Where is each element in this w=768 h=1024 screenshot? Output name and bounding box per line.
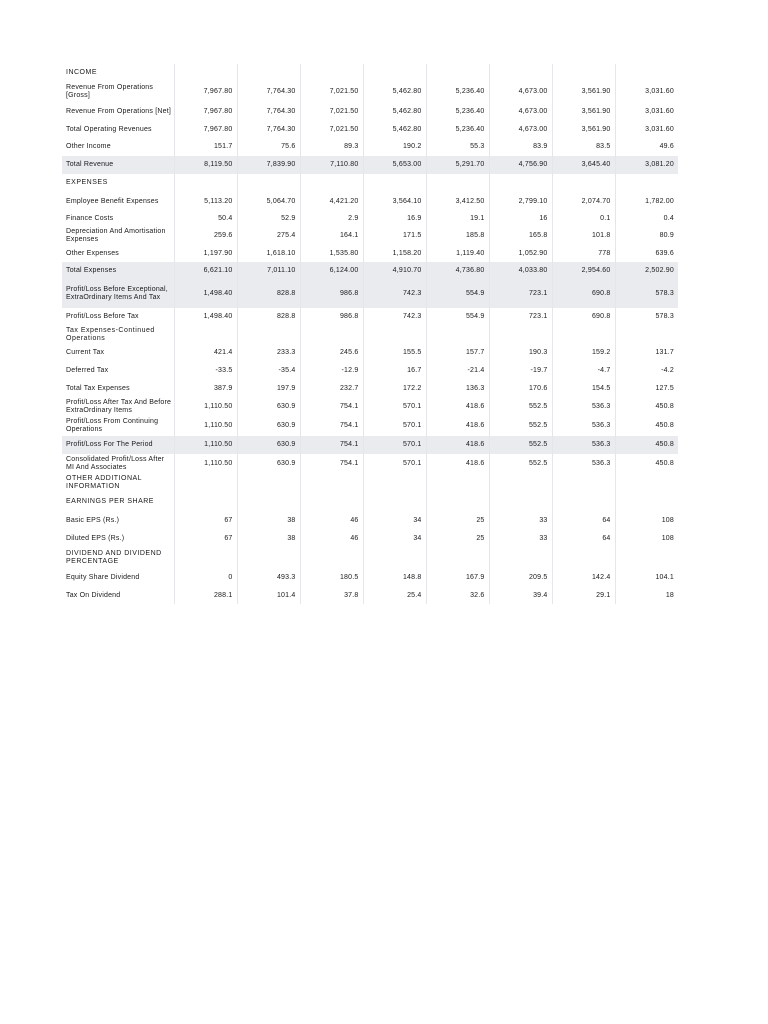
- value-cell: 493.3: [237, 568, 300, 588]
- value-cell: -4.7: [552, 362, 615, 380]
- value-cell: 5,236.40: [426, 102, 489, 121]
- table-row: [62, 512, 678, 530]
- row-label: Total Operating Revenues: [66, 125, 152, 133]
- table-row: [62, 156, 678, 174]
- value-cell: 418.6: [426, 454, 489, 474]
- row-label: Diluted EPS (Rs.): [66, 535, 125, 542]
- value-cell: 986.8: [300, 308, 363, 326]
- value-cell: 75.6: [237, 138, 300, 156]
- value-cell: 828.8: [237, 280, 300, 308]
- value-cell: 131.7: [615, 344, 678, 362]
- value-cell: 288.1: [174, 588, 237, 604]
- value-cell: 7,967.80: [174, 102, 237, 121]
- table-row: [62, 82, 678, 102]
- value-cell: 3,031.60: [615, 82, 678, 102]
- row-label: Employee Benefit Expenses: [66, 197, 159, 205]
- financial-statement-table: [62, 64, 678, 604]
- value-cell: 25.4: [363, 588, 426, 604]
- value-cell: 2,074.70: [552, 192, 615, 211]
- table-row: [62, 262, 678, 280]
- value-cell: 2,799.10: [489, 192, 552, 211]
- value-cell: 1,498.40: [174, 280, 237, 308]
- value-cell: 639.6: [615, 246, 678, 262]
- value-cell: 554.9: [426, 308, 489, 326]
- value-cell: 101.8: [552, 226, 615, 246]
- table-row: [62, 588, 678, 604]
- value-cell: 630.9: [237, 416, 300, 436]
- value-cell: [363, 64, 426, 82]
- value-cell: 4,756.90: [489, 156, 552, 174]
- value-cell: 89.3: [300, 138, 363, 156]
- value-cell: 4,673.00: [489, 82, 552, 102]
- value-cell: 1,052.90: [489, 246, 552, 262]
- value-cell: 25: [426, 530, 489, 548]
- value-cell: 536.3: [552, 436, 615, 454]
- section-title: Tax Expenses-Continued Operations: [66, 327, 155, 342]
- value-cell: 828.8: [237, 308, 300, 326]
- section-title: OTHER ADDITIONAL INFORMATION: [66, 475, 142, 490]
- value-cell: [363, 474, 426, 492]
- value-cell: 5,653.00: [363, 156, 426, 174]
- value-cell: 52.9: [237, 211, 300, 226]
- value-cell: [363, 492, 426, 512]
- value-cell: 155.5: [363, 344, 426, 362]
- value-cell: 552.5: [489, 454, 552, 474]
- value-cell: 570.1: [363, 398, 426, 416]
- value-cell: [615, 548, 678, 568]
- value-cell: 450.8: [615, 416, 678, 436]
- value-cell: 33: [489, 512, 552, 530]
- section-title: DIVIDEND AND DIVIDEND PERCENTAGE: [66, 550, 162, 565]
- row-label: Total Expenses: [62, 262, 174, 280]
- table-row: [62, 416, 678, 436]
- value-cell: 570.1: [363, 454, 426, 474]
- value-cell: 245.6: [300, 344, 363, 362]
- value-cell: 37.8: [300, 588, 363, 604]
- value-cell: [174, 548, 237, 568]
- value-cell: 1,782.00: [615, 192, 678, 211]
- value-cell: [552, 474, 615, 492]
- value-cell: 5,462.80: [363, 82, 426, 102]
- value-cell: 1,110.50: [174, 416, 237, 436]
- value-cell: 18: [615, 588, 678, 604]
- value-cell: 690.8: [552, 308, 615, 326]
- value-cell: 209.5: [489, 568, 552, 588]
- value-cell: 5,064.70: [237, 192, 300, 211]
- value-cell: 64: [552, 530, 615, 548]
- value-cell: [489, 326, 552, 344]
- value-cell: 754.1: [300, 416, 363, 436]
- value-cell: 172.2: [363, 380, 426, 398]
- value-cell: [237, 174, 300, 192]
- value-cell: 108: [615, 512, 678, 530]
- value-cell: 723.1: [489, 280, 552, 308]
- value-cell: [300, 474, 363, 492]
- value-cell: -21.4: [426, 362, 489, 380]
- table-row: [62, 308, 678, 326]
- value-cell: 690.8: [552, 280, 615, 308]
- value-cell: [237, 326, 300, 344]
- value-cell: 3,412.50: [426, 192, 489, 211]
- table-row: [62, 436, 678, 454]
- table-row: [62, 121, 678, 138]
- row-label: Depreciation And Amortisation Expenses: [66, 228, 166, 243]
- value-cell: [300, 548, 363, 568]
- value-cell: 157.7: [426, 344, 489, 362]
- value-cell: 2.9: [300, 211, 363, 226]
- value-cell: 8,119.50: [174, 156, 237, 174]
- value-cell: 1,535.80: [300, 246, 363, 262]
- value-cell: 49.6: [615, 138, 678, 156]
- value-cell: [426, 474, 489, 492]
- value-cell: 1,618.10: [237, 246, 300, 262]
- section-header-row: [62, 326, 678, 344]
- value-cell: 1,110.50: [174, 398, 237, 416]
- value-cell: -19.7: [489, 362, 552, 380]
- value-cell: [426, 174, 489, 192]
- row-label: Current Tax: [66, 349, 105, 356]
- value-cell: [615, 474, 678, 492]
- value-cell: 167.9: [426, 568, 489, 588]
- row-label: Revenue From Operations [Net]: [66, 107, 172, 115]
- value-cell: 67: [174, 512, 237, 530]
- section-title: EARNINGS PER SHARE: [66, 498, 154, 505]
- value-cell: [489, 474, 552, 492]
- value-cell: [489, 64, 552, 82]
- value-cell: 142.4: [552, 568, 615, 588]
- value-cell: 4,673.00: [489, 102, 552, 121]
- value-cell: [363, 174, 426, 192]
- value-cell: 1,110.50: [174, 436, 237, 454]
- value-cell: [174, 492, 237, 512]
- value-cell: 4,033.80: [489, 262, 552, 280]
- value-cell: 754.1: [300, 436, 363, 454]
- value-cell: [426, 64, 489, 82]
- value-cell: [174, 474, 237, 492]
- row-label: Consolidated Profit/Loss After MI And Associates: [66, 456, 165, 471]
- value-cell: 630.9: [237, 398, 300, 416]
- value-cell: 5,462.80: [363, 102, 426, 121]
- value-cell: 5,236.40: [426, 121, 489, 138]
- section-title: EXPENSES: [66, 179, 108, 186]
- row-label: Profit/Loss From Continuing Operations: [66, 418, 159, 433]
- value-cell: 552.5: [489, 436, 552, 454]
- value-cell: 986.8: [300, 280, 363, 308]
- value-cell: 232.7: [300, 380, 363, 398]
- value-cell: 104.1: [615, 568, 678, 588]
- value-cell: 233.3: [237, 344, 300, 362]
- value-cell: 4,421.20: [300, 192, 363, 211]
- value-cell: 418.6: [426, 398, 489, 416]
- value-cell: [237, 548, 300, 568]
- table-row: [62, 211, 678, 226]
- value-cell: 19.1: [426, 211, 489, 226]
- table-row: [62, 454, 678, 474]
- value-cell: 450.8: [615, 398, 678, 416]
- value-cell: 7,110.80: [300, 156, 363, 174]
- value-cell: 159.2: [552, 344, 615, 362]
- value-cell: [615, 492, 678, 512]
- table-row: [62, 280, 678, 308]
- value-cell: 25: [426, 512, 489, 530]
- value-cell: 33: [489, 530, 552, 548]
- value-cell: 570.1: [363, 436, 426, 454]
- row-label: Profit/Loss Before Tax: [66, 313, 139, 320]
- value-cell: 170.6: [489, 380, 552, 398]
- value-cell: [552, 326, 615, 344]
- value-cell: 536.3: [552, 416, 615, 436]
- value-cell: 3,561.90: [552, 102, 615, 121]
- value-cell: [300, 492, 363, 512]
- value-cell: 2,502.90: [615, 262, 678, 280]
- section-header-row: [62, 474, 678, 492]
- value-cell: 148.8: [363, 568, 426, 588]
- value-cell: 83.5: [552, 138, 615, 156]
- section-title: INCOME: [66, 69, 97, 76]
- value-cell: 554.9: [426, 280, 489, 308]
- value-cell: 4,673.00: [489, 121, 552, 138]
- row-label: Other Expenses: [66, 250, 119, 257]
- value-cell: 0.1: [552, 211, 615, 226]
- value-cell: 5,113.20: [174, 192, 237, 211]
- value-cell: 29.1: [552, 588, 615, 604]
- value-cell: 108: [615, 530, 678, 548]
- value-cell: 578.3: [615, 308, 678, 326]
- value-cell: [174, 326, 237, 344]
- value-cell: 101.4: [237, 588, 300, 604]
- value-cell: 38: [237, 530, 300, 548]
- value-cell: 7,011.10: [237, 262, 300, 280]
- value-cell: [615, 174, 678, 192]
- value-cell: 259.6: [174, 226, 237, 246]
- row-label: Equity Share Dividend: [66, 574, 140, 581]
- row-label: Total Tax Expenses: [66, 385, 130, 392]
- value-cell: 7,764.30: [237, 121, 300, 138]
- value-cell: [237, 64, 300, 82]
- value-cell: 4,736.80: [426, 262, 489, 280]
- value-cell: [426, 326, 489, 344]
- section-header-row: [62, 548, 678, 568]
- value-cell: 742.3: [363, 308, 426, 326]
- value-cell: 754.1: [300, 398, 363, 416]
- value-cell: [426, 492, 489, 512]
- value-cell: 2,954.60: [552, 262, 615, 280]
- table-row: [62, 226, 678, 246]
- value-cell: 450.8: [615, 436, 678, 454]
- value-cell: 16.9: [363, 211, 426, 226]
- value-cell: 39.4: [489, 588, 552, 604]
- section-header-row: [62, 64, 678, 82]
- value-cell: 136.3: [426, 380, 489, 398]
- section-header-row: [62, 174, 678, 192]
- value-cell: 16.7: [363, 362, 426, 380]
- row-label: Revenue From Operations [Gross]: [66, 84, 154, 99]
- value-cell: 754.1: [300, 454, 363, 474]
- value-cell: [174, 174, 237, 192]
- value-cell: 34: [363, 530, 426, 548]
- value-cell: 190.2: [363, 138, 426, 156]
- value-cell: -35.4: [237, 362, 300, 380]
- value-cell: [489, 492, 552, 512]
- row-label: Tax On Dividend: [66, 592, 121, 599]
- value-cell: 6,124.00: [300, 262, 363, 280]
- value-cell: 630.9: [237, 436, 300, 454]
- value-cell: [300, 326, 363, 344]
- value-cell: 418.6: [426, 436, 489, 454]
- value-cell: 197.9: [237, 380, 300, 398]
- table-row: [62, 246, 678, 262]
- value-cell: 1,197.90: [174, 246, 237, 262]
- table-row: [62, 398, 678, 416]
- value-cell: [489, 174, 552, 192]
- value-cell: [363, 326, 426, 344]
- value-cell: 7,967.80: [174, 82, 237, 102]
- financial-statement-body: [62, 64, 678, 604]
- value-cell: 4,910.70: [363, 262, 426, 280]
- value-cell: [363, 548, 426, 568]
- value-cell: 1,119.40: [426, 246, 489, 262]
- value-cell: 3,561.90: [552, 121, 615, 138]
- value-cell: 3,561.90: [552, 82, 615, 102]
- table-row: [62, 192, 678, 211]
- value-cell: [615, 326, 678, 344]
- value-cell: 552.5: [489, 416, 552, 436]
- value-cell: -12.9: [300, 362, 363, 380]
- value-cell: 421.4: [174, 344, 237, 362]
- value-cell: 80.9: [615, 226, 678, 246]
- value-cell: 0.4: [615, 211, 678, 226]
- value-cell: 723.1: [489, 308, 552, 326]
- value-cell: 3,645.40: [552, 156, 615, 174]
- value-cell: [489, 548, 552, 568]
- value-cell: 164.1: [300, 226, 363, 246]
- value-cell: 7,839.90: [237, 156, 300, 174]
- value-cell: 5,462.80: [363, 121, 426, 138]
- value-cell: 3,031.60: [615, 102, 678, 121]
- value-cell: 630.9: [237, 454, 300, 474]
- value-cell: [174, 64, 237, 82]
- value-cell: 46: [300, 512, 363, 530]
- row-label: Profit/Loss Before Exceptional, ExtraOrdinary Items And Tax: [62, 280, 174, 308]
- value-cell: 151.7: [174, 138, 237, 156]
- value-cell: 7,764.30: [237, 82, 300, 102]
- value-cell: 83.9: [489, 138, 552, 156]
- value-cell: 7,021.50: [300, 82, 363, 102]
- value-cell: 570.1: [363, 416, 426, 436]
- value-cell: 64: [552, 512, 615, 530]
- value-cell: 578.3: [615, 280, 678, 308]
- row-label: Total Revenue: [62, 156, 174, 174]
- value-cell: 127.5: [615, 380, 678, 398]
- value-cell: 34: [363, 512, 426, 530]
- value-cell: 418.6: [426, 416, 489, 436]
- value-cell: [552, 174, 615, 192]
- value-cell: 387.9: [174, 380, 237, 398]
- value-cell: 552.5: [489, 398, 552, 416]
- value-cell: [552, 492, 615, 512]
- value-cell: 171.5: [363, 226, 426, 246]
- value-cell: [426, 548, 489, 568]
- value-cell: 67: [174, 530, 237, 548]
- value-cell: 3,081.20: [615, 156, 678, 174]
- table-row: [62, 380, 678, 398]
- value-cell: 3,564.10: [363, 192, 426, 211]
- value-cell: 275.4: [237, 226, 300, 246]
- value-cell: [300, 174, 363, 192]
- row-label: Other Income: [66, 143, 111, 150]
- value-cell: [237, 474, 300, 492]
- value-cell: 32.6: [426, 588, 489, 604]
- value-cell: 0: [174, 568, 237, 588]
- table-row: [62, 344, 678, 362]
- value-cell: 3,031.60: [615, 121, 678, 138]
- value-cell: 180.5: [300, 568, 363, 588]
- value-cell: 7,021.50: [300, 102, 363, 121]
- value-cell: -33.5: [174, 362, 237, 380]
- value-cell: 55.3: [426, 138, 489, 156]
- value-cell: [552, 64, 615, 82]
- value-cell: 450.8: [615, 454, 678, 474]
- table-row: [62, 362, 678, 380]
- value-cell: [552, 548, 615, 568]
- value-cell: 778: [552, 246, 615, 262]
- value-cell: 7,967.80: [174, 121, 237, 138]
- value-cell: 5,236.40: [426, 82, 489, 102]
- value-cell: 38: [237, 512, 300, 530]
- value-cell: 165.8: [489, 226, 552, 246]
- row-label: Profit/Loss After Tax And Before ExtraOrdinary Items: [66, 399, 172, 414]
- value-cell: 6,621.10: [174, 262, 237, 280]
- value-cell: -4.2: [615, 362, 678, 380]
- value-cell: 742.3: [363, 280, 426, 308]
- value-cell: 7,764.30: [237, 102, 300, 121]
- value-cell: [237, 492, 300, 512]
- table-row: [62, 138, 678, 156]
- value-cell: 1,110.50: [174, 454, 237, 474]
- value-cell: 185.8: [426, 226, 489, 246]
- value-cell: 46: [300, 530, 363, 548]
- table-row: [62, 102, 678, 121]
- row-label: Profit/Loss For The Period: [62, 436, 174, 454]
- row-label: Finance Costs: [66, 214, 114, 222]
- table-row: [62, 530, 678, 548]
- value-cell: 536.3: [552, 398, 615, 416]
- value-cell: 1,158.20: [363, 246, 426, 262]
- value-cell: 16: [489, 211, 552, 226]
- table-row: [62, 568, 678, 588]
- value-cell: [300, 64, 363, 82]
- value-cell: 1,498.40: [174, 308, 237, 326]
- value-cell: 50.4: [174, 211, 237, 226]
- value-cell: 5,291.70: [426, 156, 489, 174]
- row-label: Deferred Tax: [66, 367, 109, 374]
- value-cell: [615, 64, 678, 82]
- value-cell: 190.3: [489, 344, 552, 362]
- value-cell: 7,021.50: [300, 121, 363, 138]
- section-header-row: [62, 492, 678, 512]
- value-cell: 536.3: [552, 454, 615, 474]
- value-cell: 154.5: [552, 380, 615, 398]
- row-label: Basic EPS (Rs.): [66, 517, 120, 524]
